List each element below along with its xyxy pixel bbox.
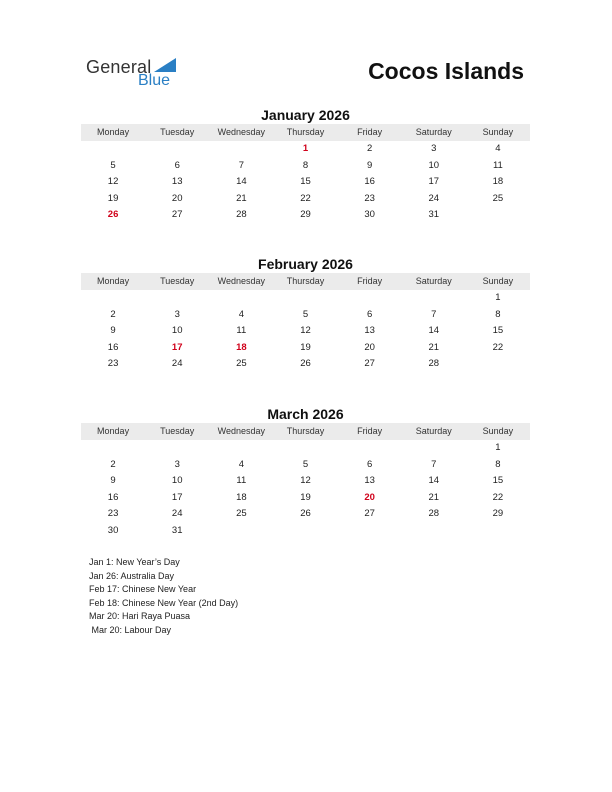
week-row — [81, 457, 530, 474]
day-cell: 11 — [236, 325, 247, 337]
day-cell: 28 — [428, 358, 440, 370]
day-cell: 27 — [171, 209, 183, 221]
day-cell: 23 — [107, 358, 119, 370]
day-cell: 26 — [300, 508, 311, 520]
day-cell — [273, 523, 337, 540]
day-cell: 20 — [364, 341, 375, 353]
day-cell: 29 — [492, 508, 504, 520]
day-cell — [209, 290, 273, 307]
day-cell: 28 — [236, 209, 247, 221]
holiday-note: Feb 18: Chinese New Year (2nd Day) — [89, 597, 239, 608]
holiday-note: Mar 20: Hari Raya Puasa — [89, 611, 191, 622]
day-cell — [466, 356, 530, 373]
day-cell: 14 — [428, 325, 440, 337]
weekday-label: Sunday — [482, 276, 514, 286]
day-cell: 6 — [174, 159, 180, 171]
week-row — [81, 307, 530, 324]
day-cell — [209, 440, 273, 457]
day-cell: 12 — [300, 475, 311, 487]
day-cell: 14 — [428, 475, 440, 487]
week-row — [81, 158, 530, 175]
day-cell — [402, 290, 466, 307]
day-cell: 7 — [431, 308, 437, 320]
holiday-day-cell: 26 — [107, 209, 119, 221]
day-cell: 18 — [236, 491, 247, 503]
day-cell: 28 — [428, 508, 440, 520]
weekday-label: Monday — [97, 276, 130, 286]
weekday-label: Saturday — [415, 276, 452, 286]
day-cell: 5 — [110, 159, 116, 171]
weekday-label: Saturday — [415, 426, 452, 436]
weekday-label: Wednesday — [217, 426, 266, 436]
month-calendar — [81, 406, 530, 540]
day-cell: 15 — [492, 475, 504, 487]
weekday-label: Saturday — [415, 127, 452, 137]
logo-blue-text: Blue — [138, 72, 171, 89]
holiday-note: Feb 17: Chinese New Year — [89, 584, 197, 595]
day-cell: 27 — [364, 358, 375, 370]
day-cell — [145, 141, 209, 158]
day-cell: 19 — [300, 491, 311, 503]
day-cell — [402, 440, 466, 457]
day-cell: 16 — [364, 176, 375, 188]
day-cell: 11 — [236, 475, 247, 487]
day-cell: 5 — [302, 308, 309, 320]
week-row — [81, 141, 530, 158]
day-cell: 12 — [300, 325, 311, 337]
day-cell: 4 — [238, 458, 244, 470]
day-cell: 9 — [110, 475, 116, 487]
day-cell: 24 — [171, 358, 183, 370]
day-cell: 1 — [495, 442, 501, 453]
day-cell: 9 — [110, 325, 116, 337]
day-cell: 3 — [174, 458, 180, 470]
week-row — [81, 290, 530, 307]
day-cell: 19 — [107, 192, 119, 204]
day-cell — [273, 440, 337, 457]
day-cell: 4 — [238, 308, 244, 320]
day-cell — [338, 290, 402, 307]
day-cell: 30 — [364, 209, 375, 221]
day-cell: 19 — [300, 341, 311, 353]
week-row — [81, 523, 530, 540]
week-row — [81, 490, 530, 507]
day-cell: 6 — [366, 308, 373, 320]
day-cell — [81, 290, 145, 307]
weekday-header — [81, 423, 530, 440]
day-cell — [466, 207, 530, 224]
weekday-label: Wednesday — [217, 276, 266, 286]
day-cell: 15 — [300, 176, 311, 188]
day-cell: 3 — [431, 143, 437, 154]
day-cell: 20 — [171, 192, 183, 204]
weekday-label: Thursday — [286, 426, 325, 436]
day-cell: 18 — [492, 176, 504, 188]
day-cell: 25 — [236, 358, 247, 370]
day-cell: 26 — [300, 358, 311, 370]
day-cell: 21 — [236, 192, 247, 204]
holiday-day-cell: 20 — [364, 491, 375, 503]
weekday-label: Thursday — [286, 127, 325, 137]
day-cell: 29 — [300, 209, 311, 221]
day-cell: 10 — [171, 475, 183, 487]
day-cell: 7 — [238, 159, 244, 171]
logo-triangle-icon — [154, 58, 176, 72]
day-cell: 7 — [431, 458, 437, 470]
weekday-label: Tuesday — [160, 426, 195, 436]
day-cell: 21 — [428, 341, 440, 353]
day-cell: 2 — [366, 143, 373, 154]
day-cell: 25 — [236, 508, 247, 520]
day-cell: 8 — [302, 159, 309, 171]
week-row — [81, 207, 530, 224]
day-cell: 21 — [428, 491, 440, 503]
day-cell: 10 — [171, 325, 183, 337]
day-cell: 8 — [495, 308, 501, 320]
week-row — [81, 356, 530, 373]
day-cell: 16 — [107, 491, 119, 503]
page-title: Cocos Islands — [368, 58, 524, 84]
day-cell: 24 — [428, 192, 440, 204]
day-cell: 17 — [171, 491, 183, 503]
day-cell: 24 — [171, 508, 183, 520]
weekday-label: Friday — [357, 426, 383, 436]
day-cell: 25 — [492, 192, 504, 204]
weekday-label: Wednesday — [217, 127, 266, 137]
day-cell: 11 — [492, 159, 503, 171]
day-cell: 4 — [495, 143, 501, 154]
day-cell — [145, 290, 209, 307]
weekday-label: Tuesday — [160, 276, 195, 286]
day-cell: 23 — [107, 508, 119, 520]
weekday-label: Friday — [357, 276, 383, 286]
day-cell: 16 — [107, 341, 119, 353]
holiday-day-cell: 1 — [302, 143, 309, 154]
day-cell: 22 — [300, 192, 311, 204]
day-cell: 13 — [364, 325, 375, 337]
day-cell: 23 — [364, 192, 375, 204]
day-cell: 30 — [107, 524, 119, 536]
month-calendar — [81, 107, 530, 224]
holiday-note: Mar 20: Labour Day — [89, 624, 172, 635]
weekday-label: Sunday — [482, 127, 514, 137]
day-cell — [81, 440, 145, 457]
day-cell: 2 — [110, 458, 116, 470]
holiday-day-cell: 18 — [236, 341, 247, 353]
day-cell: 22 — [492, 341, 504, 353]
weekday-label: Tuesday — [160, 127, 195, 137]
weekday-label: Sunday — [482, 426, 514, 436]
general-blue-logo — [86, 57, 196, 93]
logo-general-text: General — [86, 57, 152, 77]
day-cell: 8 — [495, 458, 501, 470]
weekday-label: Friday — [357, 127, 383, 137]
week-row — [81, 440, 530, 457]
day-cell — [209, 523, 273, 540]
day-cell — [81, 141, 145, 158]
weekday-header — [81, 273, 530, 290]
week-row — [81, 473, 530, 490]
weekday-label: Thursday — [286, 276, 325, 286]
day-cell: 13 — [171, 176, 183, 188]
day-cell — [273, 290, 337, 307]
week-row — [81, 323, 530, 340]
week-row — [81, 174, 530, 191]
day-cell: 17 — [428, 176, 440, 188]
week-row — [81, 340, 530, 357]
month-calendar — [81, 256, 530, 373]
day-cell: 10 — [428, 159, 440, 171]
week-row — [81, 191, 530, 208]
weekday-label: Monday — [97, 426, 130, 436]
day-cell: 2 — [110, 308, 116, 320]
holiday-note: Jan 26: Australia Day — [89, 570, 175, 581]
holiday-day-cell: 17 — [171, 341, 183, 353]
day-cell — [338, 440, 402, 457]
month-title: February 2026 — [258, 256, 353, 272]
day-cell: 6 — [366, 458, 373, 470]
day-cell — [145, 440, 209, 457]
weekday-label: Monday — [97, 127, 130, 137]
month-title: January 2026 — [261, 107, 350, 123]
day-cell: 14 — [236, 176, 247, 188]
day-cell: 12 — [107, 176, 119, 188]
day-cell: 31 — [428, 209, 440, 221]
week-row — [81, 506, 530, 523]
day-cell: 1 — [495, 292, 501, 303]
day-cell: 31 — [171, 524, 183, 536]
day-cell: 15 — [492, 325, 504, 337]
holiday-notes — [89, 556, 238, 638]
day-cell: 5 — [302, 458, 309, 470]
day-cell: 22 — [492, 491, 504, 503]
day-cell — [209, 141, 273, 158]
holiday-note: Jan 1: New Year’s Day — [89, 557, 180, 567]
day-cell: 13 — [364, 475, 375, 487]
day-cell: 27 — [364, 508, 375, 520]
month-title: March 2026 — [267, 406, 344, 422]
day-cell: 3 — [174, 308, 180, 320]
weekday-header — [81, 124, 530, 141]
day-cell: 9 — [366, 159, 373, 171]
day-cell — [338, 523, 402, 540]
day-cell — [466, 523, 530, 540]
day-cell — [402, 523, 466, 540]
